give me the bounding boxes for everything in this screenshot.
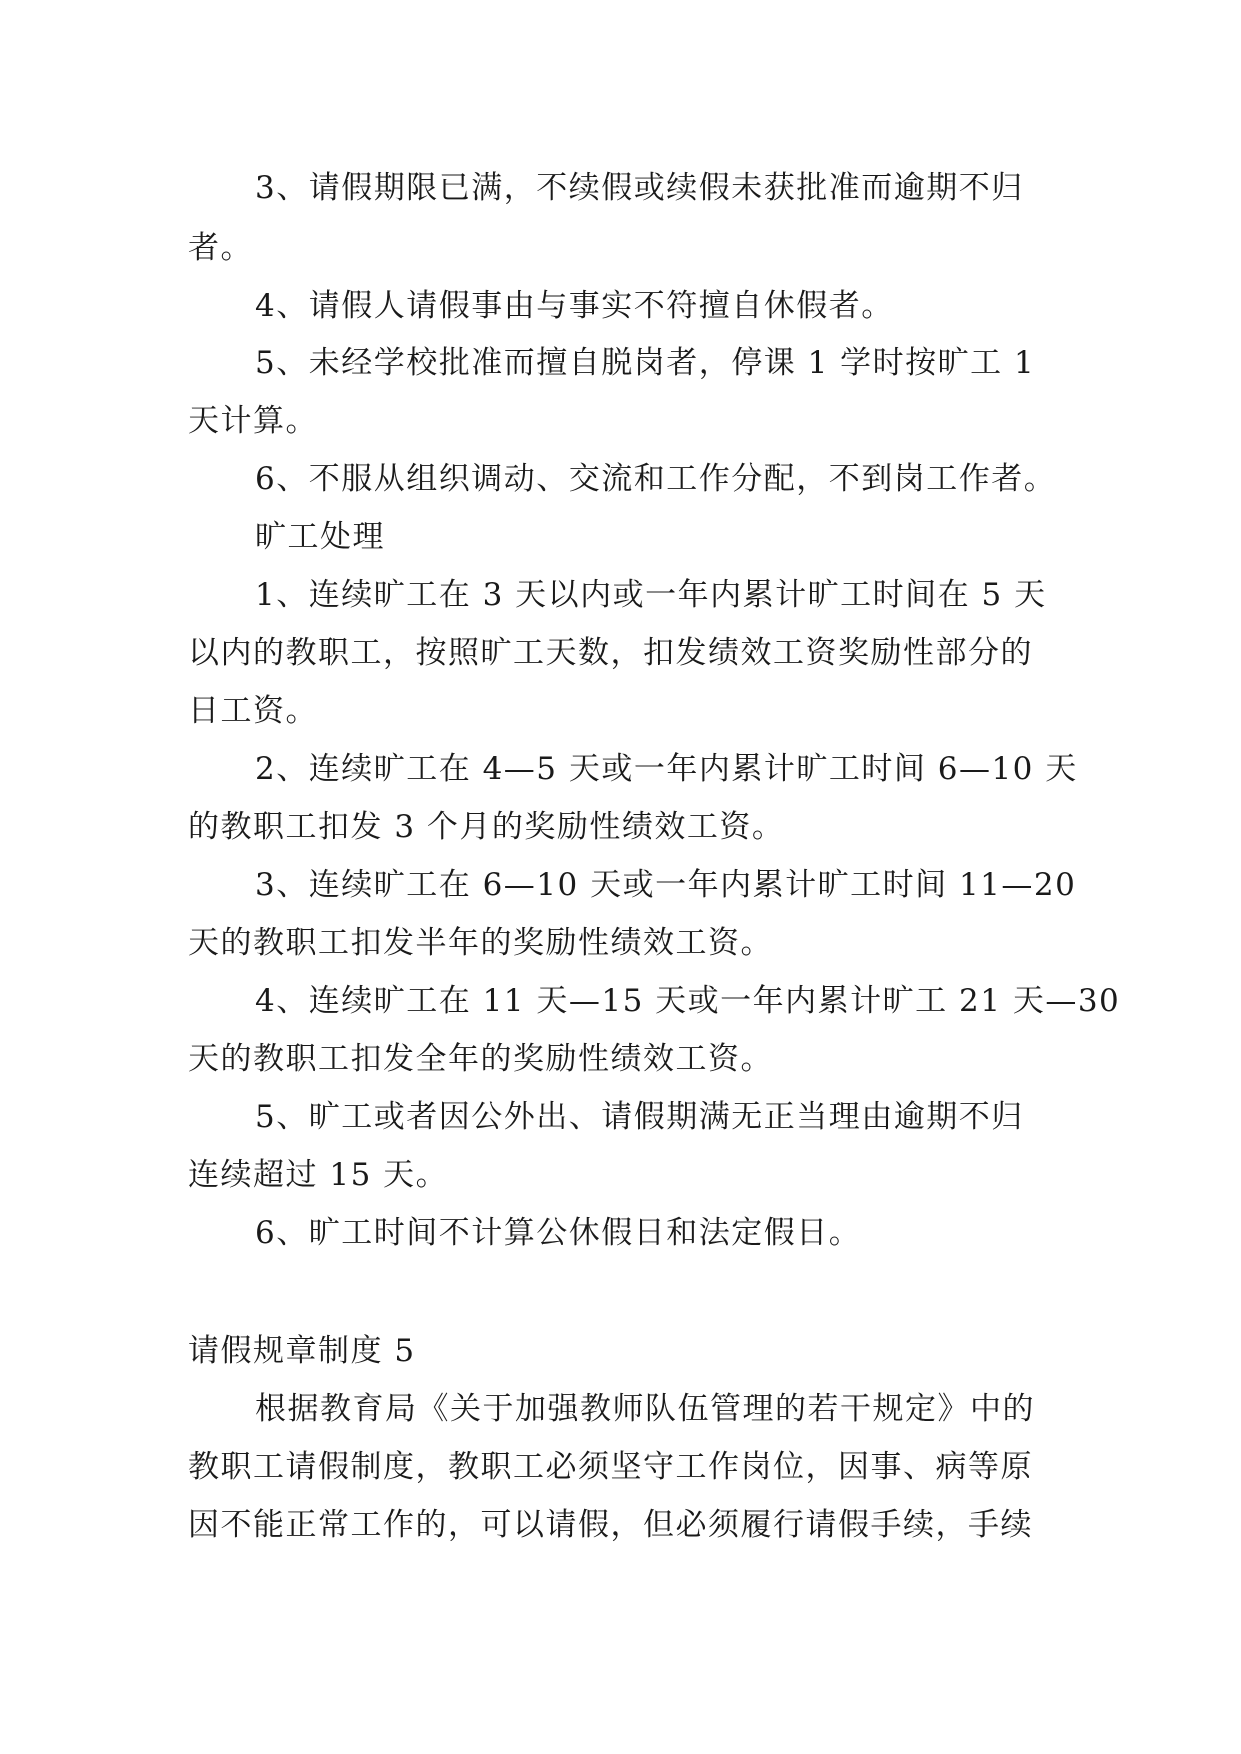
paragraph-line: 6、旷工时间不计算公休假日和法定假日。 bbox=[255, 1215, 862, 1251]
paragraph-line: 4、请假人请假事由与事实不符擅自休假者。 bbox=[255, 288, 894, 324]
paragraph-line: 2、连续旷工在 4—5 天或一年内累计旷工时间 6—10 天 bbox=[255, 751, 1078, 787]
paragraph-line: 5、未经学校批准而擅自脱岗者，停课 1 学时按旷工 1 bbox=[255, 345, 1036, 381]
paragraph-line: 的教职工扣发 3 个月的奖励性绩效工资。 bbox=[188, 809, 785, 845]
paragraph-line: 4、连续旷工在 11 天—15 天或一年内累计旷工 21 天—30 bbox=[255, 983, 1121, 1019]
paragraph-line: 天的教职工扣发全年的奖励性绩效工资。 bbox=[188, 1041, 773, 1077]
paragraph-line: 5、旷工或者因公外出、请假期满无正当理由逾期不归 bbox=[255, 1099, 1024, 1135]
paragraph-line: 因不能正常工作的，可以请假，但必须履行请假手续，手续 bbox=[188, 1507, 1033, 1543]
paragraph-line: 3、请假期限已满，不续假或续假未获批准而逾期不归 bbox=[255, 170, 1024, 206]
paragraph-line: 1、连续旷工在 3 天以内或一年内累计旷工时间在 5 天 bbox=[255, 577, 1047, 613]
paragraph-line: 以内的教职工，按照旷工天数，扣发绩效工资奖励性部分的 bbox=[188, 635, 1033, 671]
paragraph-line: 教职工请假制度，教职工必须坚守工作岗位，因事、病等原 bbox=[188, 1449, 1033, 1485]
section-heading: 旷工处理 bbox=[255, 519, 385, 555]
paragraph-line: 者。 bbox=[188, 230, 253, 266]
paragraph-line: 日工资。 bbox=[188, 693, 318, 729]
paragraph-line: 根据教育局《关于加强教师队伍管理的若干规定》中的 bbox=[255, 1391, 1035, 1427]
paragraph-line: 天的教职工扣发半年的奖励性绩效工资。 bbox=[188, 925, 773, 961]
section-title: 请假规章制度 5 bbox=[188, 1333, 416, 1369]
paragraph-line: 6、不服从组织调动、交流和工作分配，不到岗工作者。 bbox=[255, 461, 1057, 497]
paragraph-line: 连续超过 15 天。 bbox=[188, 1157, 449, 1193]
paragraph-line: 3、连续旷工在 6—10 天或一年内累计旷工时间 11—20 bbox=[255, 867, 1077, 903]
paragraph-line: 天计算。 bbox=[188, 403, 318, 439]
